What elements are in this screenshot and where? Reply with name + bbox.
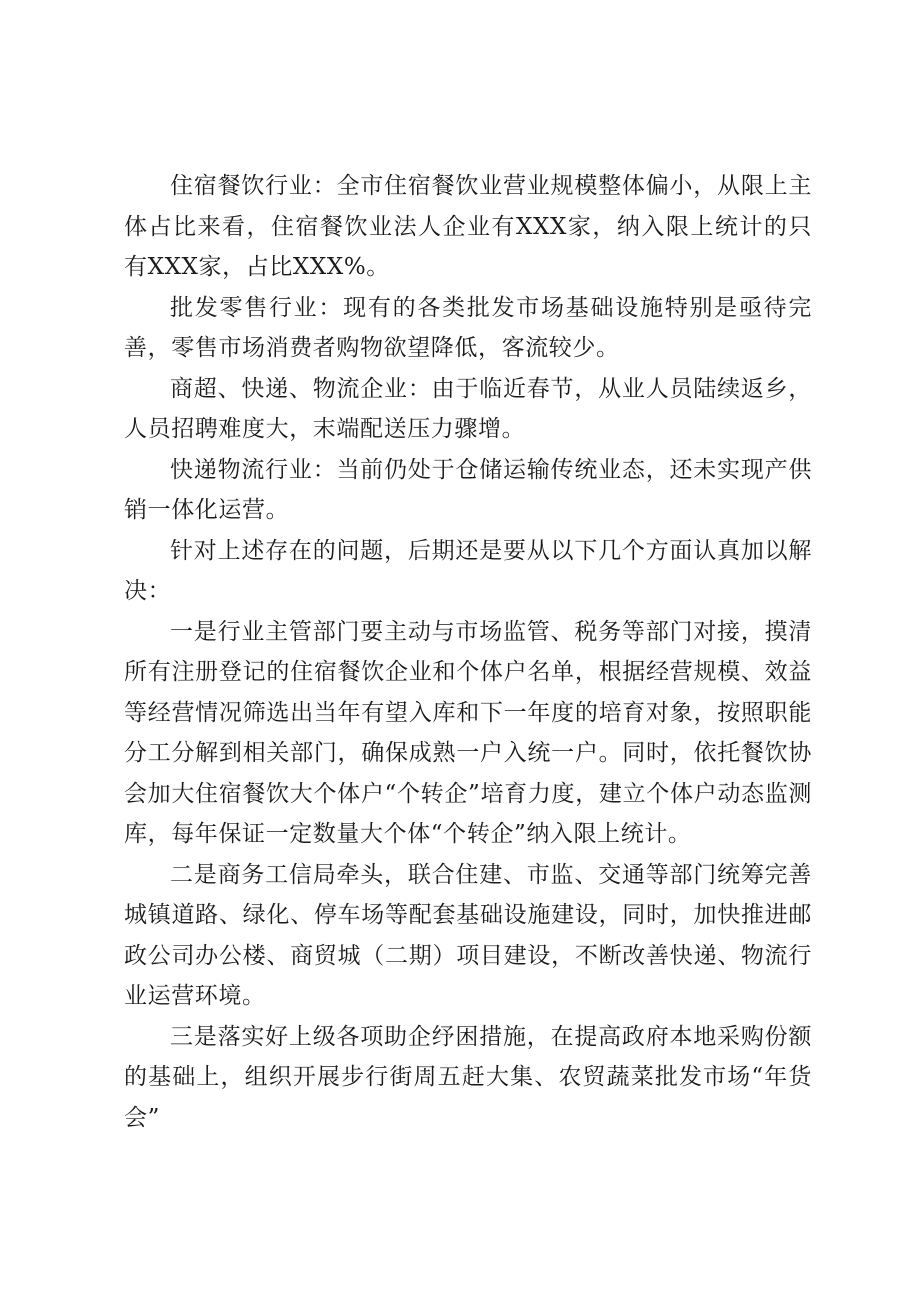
paragraph-solutions-intro: 针对上述存在的问题，后期还是要从以下几个方面认真加以解决： — [124, 537, 812, 604]
paragraph-measure-one: 一是行业主管部门要主动与市场监管、税务等部门对接，摸清所有注册登记的住宿餐饮企业和个体户名单，根据经营规模、效益等经营情况筛选出当年有望入库和下一年度的培育对象，按照职能分工分解到相关部门，确保成熟一户入统一户。同时，依托餐饮协会加大住宿餐饮大个体户“个转企”培育力度，建立个体户动态监测库，每年保证一定数量大个体“个转企”纳入限上统计。 — [124, 618, 812, 847]
paragraph-measure-two: 二是商务工信局牵头，联合住建、市监、交通等部门统筹完善城镇道路、绿化、停车场等配套基础设施建设，同时，加快推进邮政公司办公楼、商贸城（二期）项目建设，不断改善快递、物流行业运营环境。 — [124, 861, 812, 1009]
paragraph-express-logistics: 快递物流行业：当前仍处于仓储运输传统业态，还未实现产供销一体化运营。 — [124, 456, 812, 523]
paragraph-measure-three: 三是落实好上级各项助企纾困措施，在提高政府本地采购份额的基础上，组织开展步行街周五赶大集、农贸蔬菜批发市场“年货会” — [124, 1023, 812, 1131]
paragraph-accommodation-catering: 住宿餐饮行业：全市住宿餐饮业营业规模整体偏小，从限上主体占比来看，住宿餐饮业法人企业有XXX家，纳入限上统计的只有XXX家，占比XXX%。 — [124, 173, 812, 280]
document-body — [124, 166, 812, 1138]
paragraph-wholesale-retail: 批发零售行业：现有的各类批发市场基础设施特别是亟待完善，零售市场消费者购物欲望降低，客流较少。 — [124, 294, 812, 361]
paragraph-supermarket-express-logistics: 商超、快递、物流企业：由于临近春节，从业人员陆续返乡，人员招聘难度大，末端配送压力骤增。 — [124, 375, 812, 442]
